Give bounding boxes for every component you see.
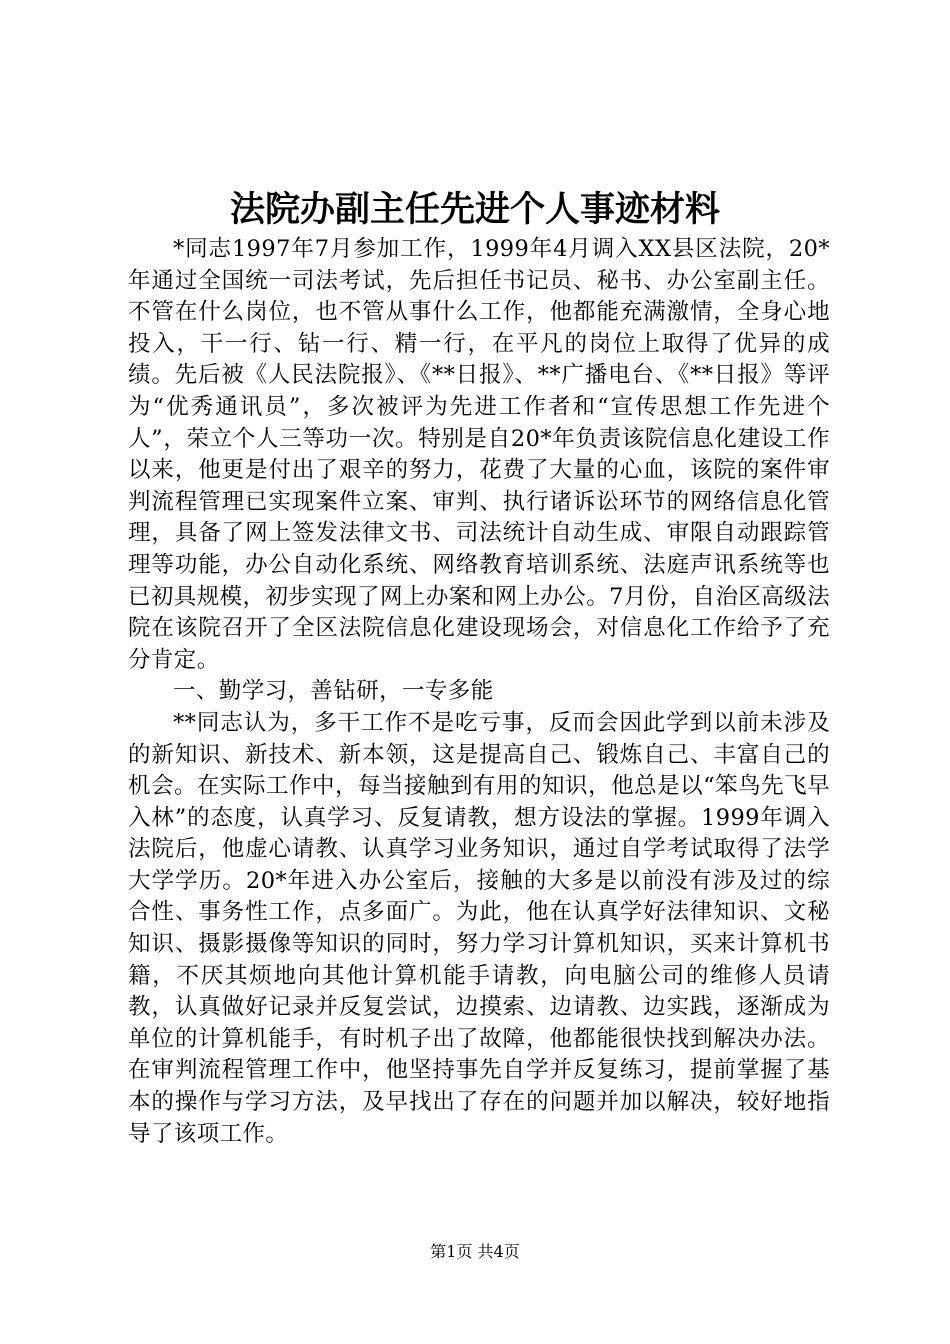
document-body (128, 234, 830, 1150)
section-heading-1: 一、勤学习，善钻研，一专多能 (173, 678, 494, 705)
paragraph-section-1: **同志认为，多干工作不是吃亏事，反而会因此学到以前未涉及的新知识、新技术、新本领，这是提高自己、锻炼自己、丰富自己的机会。在实际工作中，每当接触到有用的知识，他总是以“笨鸟先飞早入林”的态度，认真学习、反复请教，想方设法的掌握。1999年调入法院后，他虚心请教、认真学习业务知识，通过自学考试取得了法学大学学历。20*年进入办公室后，接触的大多是以前没有涉及过的综合性、事务性工作，点多面广。为此，他在认真学好法律知识、文秘知识、摄影摄像等知识的同时，努力学习计算机知识，买来计算机书籍，不厌其烦地向其他计算机能手请教，向电脑公司的维修人员请教，认真做好记录并反复尝试，边摸索、边请教、边实践，逐渐成为单位的计算机能手，有时机子出了故障，他都能很快找到解决办法。在审判流程管理工作中，他坚持事先自学并反复练习，提前掌握了基本的操作与学习方法，及早找出了存在的问题并加以解决，较好地指导了该项工作。 (128, 709, 830, 1147)
page-number-footer: 第1页 共4页 (430, 1242, 520, 1261)
document-title: 法院办副主任先进个人事迹材料 (229, 189, 720, 230)
paragraph-intro: *同志1997年7月参加工作，1999年4月调入XX县区法院，20*年通过全国统一司法考试，先后担任书记员、秘书、办公室副主任。不管在什么岗位，也不管从事什么工作，他都能充满激情，全身心地投入，干一行、钻一行、精一行，在平凡的岗位上取得了优异的成绩。先后被《人民法院报》、《**日报》、**广播电台、《**日报》等评为“优秀通讯员”，多次被评为先进工作者和“宣传思想工作先进个人”，荣立个人三等功一次。特别是自20*年负责该院信息化建设工作以来，他更是付出了艰辛的努力，花费了大量的心血，该院的案件审判流程管理已实现案件立案、审判、执行诸诉讼环节的网络信息化管理，具备了网上签发法律文书、司法统计自动生成、审限自动跟踪管理等功能，办公自动化系统、网络教育培训系统、法庭声讯系统等也已初具规模，初步实现了网上办案和网上办公。7月份，自治区高级法院在该院召开了全区法院信息化建设现场会，对信息化工作给予了充分肯定。 (128, 236, 830, 673)
